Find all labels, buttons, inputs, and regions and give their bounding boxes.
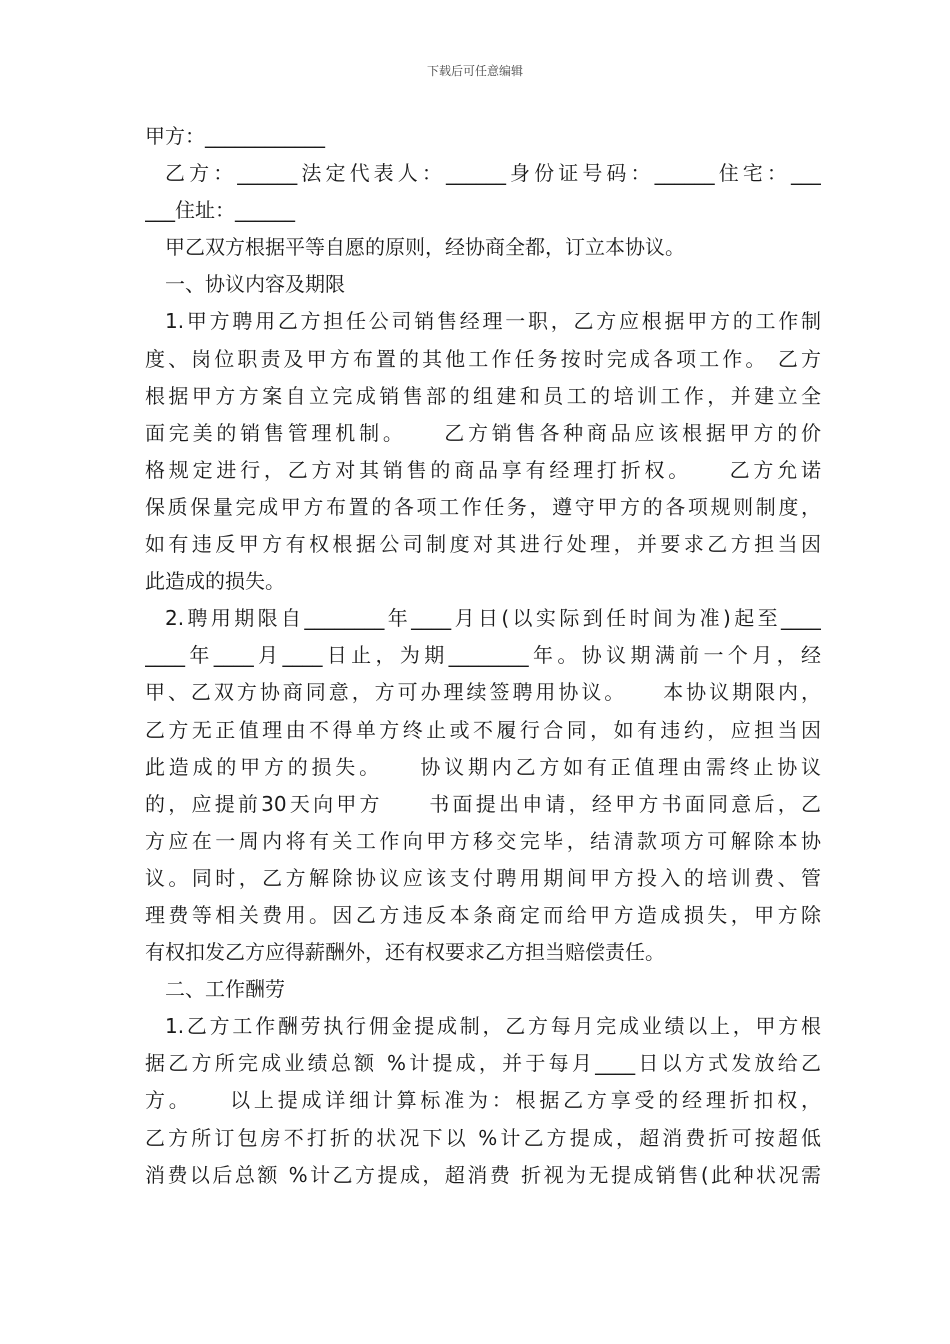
paragraph-line: 格规定进行，乙方对其销售的商品享有经理打折权。 乙方允诺: [145, 457, 821, 482]
address-line: ___住址：______: [145, 198, 295, 223]
paragraph-line: 2.聘用期限自________年____月日(以实际到任时间为准)起至____: [165, 606, 821, 631]
paragraph-line: 方应在一周内将有关工作向甲方移交完毕，结清款项方可解除本协: [145, 828, 821, 853]
paragraph-line: 议。同时，乙方解除协议应该支付聘用期间甲方投入的培训费、管: [145, 865, 821, 890]
paragraph-line: 有权扣发乙方应得薪酬外，还有权要求乙方担当赔偿责任。: [145, 940, 665, 965]
paragraph-line: 1.乙方工作酬劳执行佣金提成制，乙方每月完成业绩以上，甲方根: [165, 1014, 821, 1039]
paragraph-line: ____年____月____日止，为期________年。协议期满前一个月，经: [145, 643, 821, 668]
paragraph-line: 消费以后总额 %计乙方提成，超消费 折视为无提成销售(此种状况需: [145, 1162, 821, 1187]
page-header: 下载后可任意编辑: [426, 64, 523, 78]
paragraph-line: 如有违反甲方有权根据公司制度对其进行处理，并要求乙方担当因: [145, 532, 821, 557]
party-b-line: 乙方：______法定代表人：______身份证号码：______住宅：___: [165, 161, 821, 186]
section-heading-1: 一、协议内容及期限: [165, 272, 345, 297]
paragraph-line: 甲、乙双方协商同意，方可办理续签聘用协议。 本协议期限内，: [145, 680, 821, 705]
party-a-line: 甲方：____________: [145, 124, 325, 148]
paragraph-line: 此造成的损失。: [145, 569, 285, 594]
paragraph-line: 根据甲方方案自立完成销售部的组建和员工的培训工作，并建立全: [145, 383, 821, 408]
paragraph-line: 此造成的甲方的损失。 协议期内乙方如有正值理由需终止协议: [145, 754, 821, 779]
preamble: 甲乙双方根据平等自愿的原则，经协商全都，订立本协议。: [165, 235, 685, 260]
paragraph-line: 度、岗位职责及甲方布置的其他工作任务按时完成各项工作。 乙方: [145, 346, 821, 371]
paragraph-line: 方。 以上提成详细计算标准为：根据乙方享受的经理折扣权，: [145, 1088, 821, 1113]
paragraph-line: 据乙方所完成业绩总额 %计提成，并于每月____日以方式发放给乙: [145, 1051, 821, 1076]
paragraph-line: 的，应提前30天向甲方 书面提出申请，经甲方书面同意后，乙: [145, 791, 821, 816]
paragraph-line: 保质保量完成甲方布置的各项工作任务，遵守甲方的各项规则制度，: [145, 494, 821, 519]
paragraph-line: 面完美的销售管理机制。 乙方销售各种商品应该根据甲方的价: [145, 420, 821, 445]
section-heading-2: 二、工作酬劳: [165, 977, 285, 1002]
paragraph-line: 理费等相关费用。因乙方违反本条商定而给甲方造成损失，甲方除: [145, 902, 821, 927]
paragraph-line: 乙方所订包房不打折的状况下以 %计乙方提成，超消费折可按超低: [145, 1125, 821, 1150]
paragraph-line: 1.甲方聘用乙方担任公司销售经理一职，乙方应根据甲方的工作制: [165, 309, 821, 334]
document-body: [145, 118, 821, 1194]
paragraph-line: 乙方无正值理由不得单方终止或不履行合同，如有违约，应担当因: [145, 717, 821, 742]
